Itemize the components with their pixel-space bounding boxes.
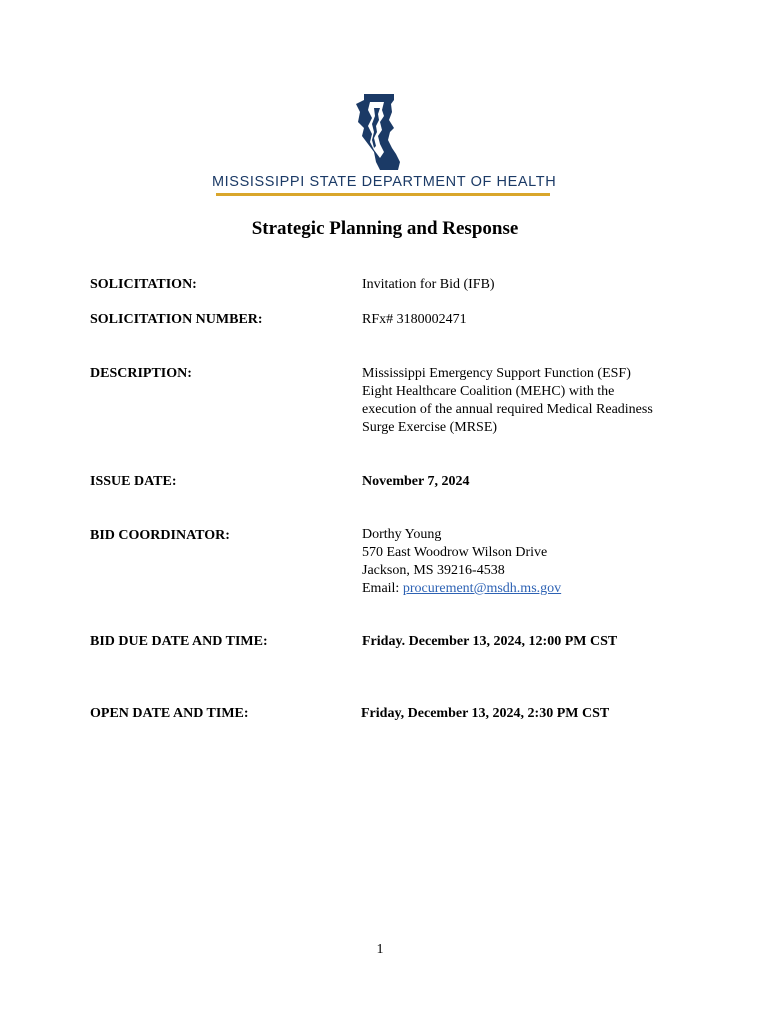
msdh-logo (212, 92, 557, 198)
issue-date-value: November 7, 2024 (362, 474, 470, 489)
open-date-value: Friday, December 13, 2024, 2:30 PM CST (361, 706, 610, 721)
bid-due-value: Friday. December 13, 2024, 12:00 PM CST (362, 634, 618, 649)
page-title: Strategic Planning and Response (251, 218, 519, 239)
description-line: Eight Healthcare Coalition (MEHC) with the (362, 384, 615, 399)
coordinator-address-line1: 570 East Woodrow Wilson Drive (362, 545, 548, 560)
page-number: 1 (376, 942, 384, 957)
issue-date-label: ISSUE DATE: (90, 474, 177, 489)
description-line: execution of the annual required Medical Readiness (362, 402, 653, 417)
open-date-label: OPEN DATE AND TIME: (90, 706, 249, 721)
bid-coordinator-value (362, 526, 561, 598)
solicitation-label: SOLICITATION: (90, 277, 197, 292)
coordinator-email-line (362, 580, 561, 598)
description-value (362, 365, 653, 437)
solicitation-value: Invitation for Bid (IFB) (362, 277, 495, 292)
email-prefix: Email: (362, 581, 403, 596)
coordinator-address-line2: Jackson, MS 39216-4538 (362, 563, 505, 578)
description-line: Mississippi Emergency Support Function (ESF) (362, 366, 631, 381)
description-label: DESCRIPTION: (90, 366, 192, 381)
description-line: Surge Exercise (MRSE) (362, 420, 498, 435)
email-link[interactable]: procurement@msdh.ms.gov (402, 581, 562, 596)
solicitation-number-label: SOLICITATION NUMBER: (90, 312, 263, 327)
bid-coordinator-label: BID COORDINATOR: (90, 528, 230, 543)
bid-due-label: BID DUE DATE AND TIME: (90, 634, 268, 649)
solicitation-number-value: RFx# 3180002471 (362, 312, 467, 327)
coordinator-name: Dorthy Young (362, 527, 442, 542)
organization-name: MISSISSIPPI STATE DEPARTMENT OF HEALTH (212, 174, 557, 190)
logo-underline (216, 193, 550, 196)
state-profile-logo-icon (344, 92, 414, 172)
